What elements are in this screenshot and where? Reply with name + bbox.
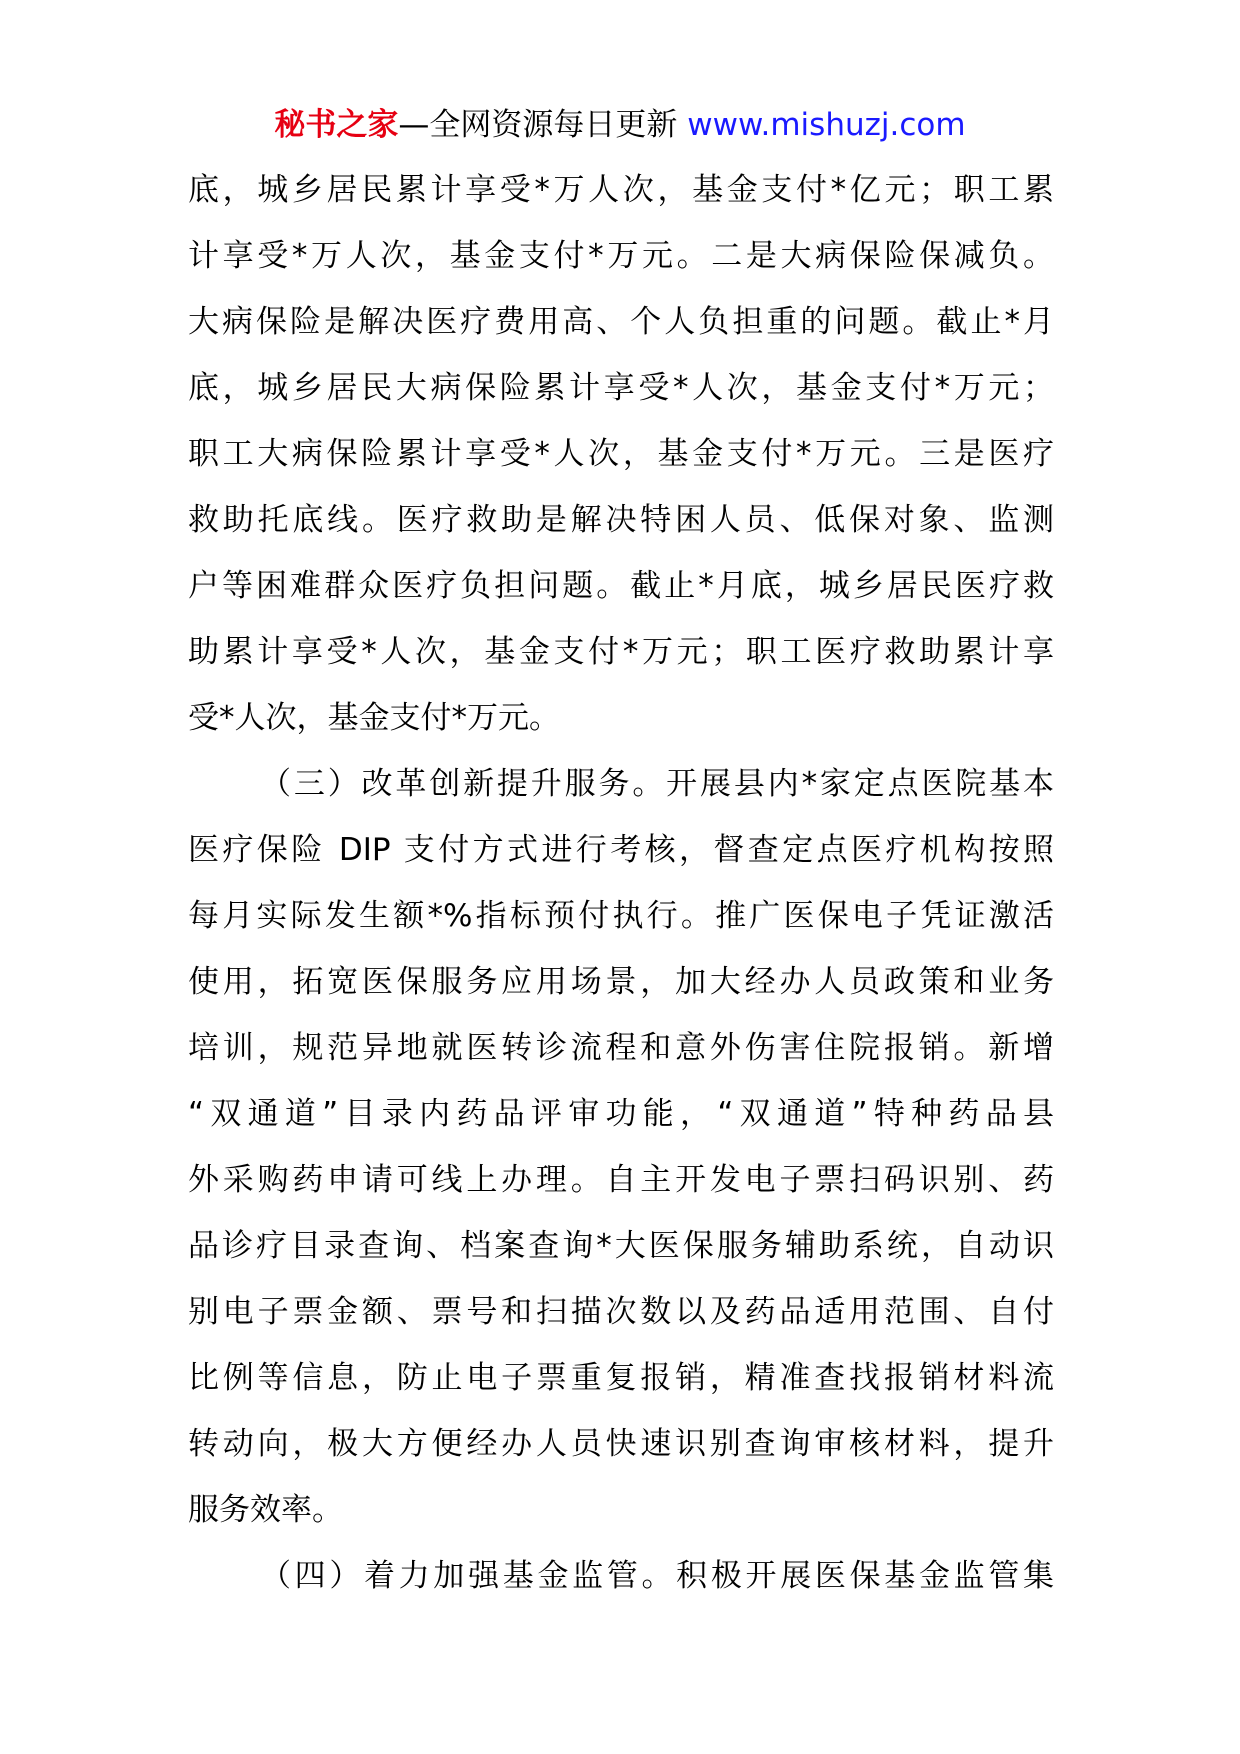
body-line: 助累计享受*人次，基金支付*万元；职工医疗救助累计享: [188, 634, 1054, 670]
body-line: 比例等信息，防止电子票重复报销，精准查找报销材料流: [188, 1360, 1054, 1396]
body-line: 底，城乡居民累计享受*万人次，基金支付*亿元；职工累: [188, 172, 1054, 208]
body-line: 外采购药申请可线上办理。自主开发电子票扫码识别、药: [188, 1162, 1054, 1198]
body-line: 服务效率。: [188, 1492, 343, 1528]
body-line: “双通道”目录内药品评审功能，“双通道”特种药品县: [188, 1096, 1054, 1132]
body-line: 转动向，极大方便经办人员快速识别查询审核材料，提升: [188, 1426, 1054, 1462]
body-line: 受*人次，基金支付*万元。: [188, 700, 560, 736]
section-heading-line: （三）改革创新提升服务。开展县内*家定点医院基本: [260, 766, 1054, 802]
body-line: 救助托底线。医疗救助是解决特困人员、低保对象、监测: [188, 502, 1054, 538]
header-tagline: —全网资源每日更新: [398, 107, 688, 143]
header-url-link[interactable]: www.mishuzj.com: [687, 107, 966, 143]
body-line: 培训，规范异地就医转诊流程和意外伤害住院报销。新增: [188, 1030, 1054, 1066]
body-line: 职工大病保险累计享受*人次，基金支付*万元。三是医疗: [188, 436, 1054, 472]
body-line: 品诊疗目录查询、档案查询*大医保服务辅助系统，自动识: [188, 1228, 1054, 1264]
section-heading-line: （四）着力加强基金监管。积极开展医保基金监管集: [260, 1558, 1054, 1594]
body-line: 计享受*万人次，基金支付*万元。二是大病保险保减负。: [188, 238, 1054, 274]
body-line: 大病保险是解决医疗费用高、个人负担重的问题。截止*月: [188, 304, 1054, 340]
body-line: 医疗保险 DIP 支付方式进行考核，督查定点医疗机构按照: [188, 832, 1054, 868]
body-line: 每月实际发生额*%指标预付执行。推广医保电子凭证激活: [188, 898, 1054, 934]
body-line: 别电子票金额、票号和扫描次数以及药品适用范围、自付: [188, 1294, 1054, 1330]
site-header: [0, 101, 1240, 149]
body-line: 使用，拓宽医保服务应用场景，加大经办人员政策和业务: [188, 964, 1054, 1000]
body-line: 底，城乡居民大病保险累计享受*人次，基金支付*万元；: [188, 370, 1054, 406]
header-brand: 秘书之家: [274, 107, 399, 143]
body-line: 户等困难群众医疗负担问题。截止*月底，城乡居民医疗救: [188, 568, 1054, 604]
